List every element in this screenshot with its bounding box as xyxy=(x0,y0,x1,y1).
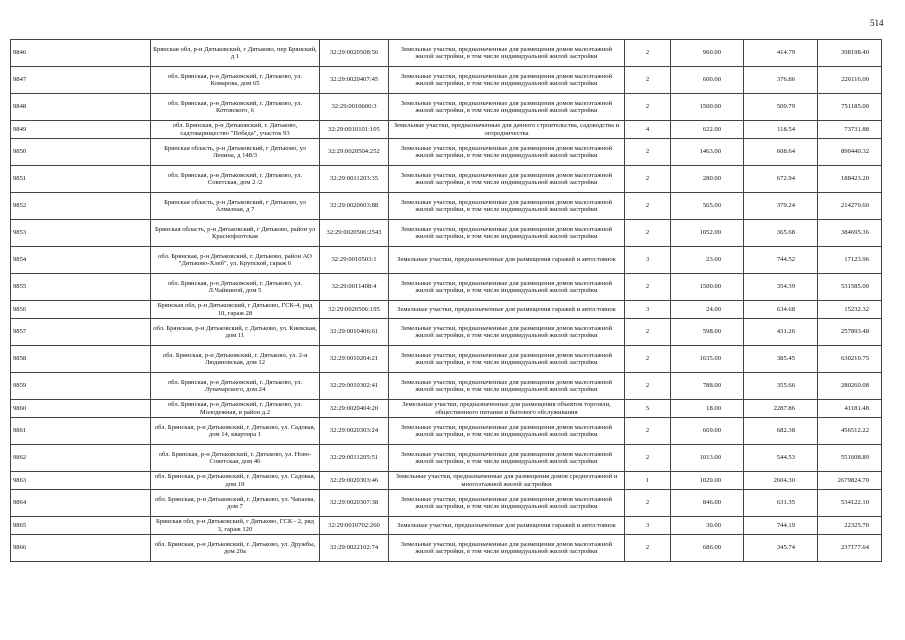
area-cell: 1463.00 xyxy=(671,139,744,166)
table-row xyxy=(11,40,882,67)
row-number-cell: 9865 xyxy=(11,517,151,535)
specific-value-cell: 631.35 xyxy=(744,490,818,517)
specific-value-cell: 634.68 xyxy=(744,301,818,319)
area-cell: 1500.00 xyxy=(671,274,744,301)
land-use-cell: Земельные участки, предназначенные для размещения домов малоэтажной жилой застройки, в том числе индивидуальной жилой застройки xyxy=(389,67,625,94)
group-cell: 2 xyxy=(625,274,671,301)
cadastral-value-cell: 214270.60 xyxy=(818,193,882,220)
area-cell: 280.00 xyxy=(671,166,744,193)
cadastral-number-cell: 32:29:0010702:260 xyxy=(320,517,389,535)
specific-value-cell: 608.64 xyxy=(744,139,818,166)
group-cell: 4 xyxy=(625,121,671,139)
table-row xyxy=(11,247,882,274)
group-cell: 2 xyxy=(625,193,671,220)
cadastral-value-cell: 551608.89 xyxy=(818,445,882,472)
group-cell: 2 xyxy=(625,346,671,373)
cadastral-value-cell: 2679824.70 xyxy=(818,472,882,490)
group-cell: 2 xyxy=(625,166,671,193)
cadastral-value-cell: 280260.08 xyxy=(818,373,882,400)
cadastral-number-cell: 32:29:0011205:51 xyxy=(320,445,389,472)
cadastral-number-cell: 32:29:0010302:41 xyxy=(320,373,389,400)
area-cell: 598.00 xyxy=(671,319,744,346)
row-number-cell: 9849 xyxy=(11,121,151,139)
land-use-cell: Земельные участки, предназначенные для размещения домов среднеэтажной и многоэтажной жилой застройки xyxy=(389,472,625,490)
group-cell: 3 xyxy=(625,517,671,535)
row-number-cell: 9861 xyxy=(11,418,151,445)
area-cell: 1500.00 xyxy=(671,94,744,121)
land-use-cell: Земельные участки, предназначенные для размещения объектов торговли, общественного питания и бытового обслуживания xyxy=(389,400,625,418)
land-use-cell: Земельные участки, предназначенные для размещения домов малоэтажной жилой застройки, в том числе индивидуальной жилой застройки xyxy=(389,94,625,121)
group-cell: 2 xyxy=(625,445,671,472)
cadastral-value-table xyxy=(10,39,882,562)
land-use-cell: Земельные участки, предназначенные для дачного строительства, садоводства и огородничества xyxy=(389,121,625,139)
area-cell: 622.00 xyxy=(671,121,744,139)
specific-value-cell: 500.79 xyxy=(744,94,818,121)
cadastral-value-cell: 751185.00 xyxy=(818,94,882,121)
address-cell: Брянская область, р-н Дятьковский, г Дятьково, ул Ленина, д 148/3 xyxy=(151,139,320,166)
cadastral-value-cell: 534122.10 xyxy=(818,490,882,517)
area-cell: 1052.00 xyxy=(671,220,744,247)
specific-value-cell: 2604.30 xyxy=(744,472,818,490)
group-cell: 2 xyxy=(625,535,671,562)
address-cell: обл. Брянская, р-н Дятьковский, г. Дятьково, ул. Молодежная, в район д.2 xyxy=(151,400,320,418)
address-cell: обл. Брянская, р-н Дятьковский, г. Дятьково, садтоварищество "Победа", участок 93 xyxy=(151,121,320,139)
land-use-cell: Земельные участки, предназначенные для размещения домов малоэтажной жилой застройки, в том числе индивидуальной жилой застройки xyxy=(389,346,625,373)
row-number-cell: 9848 xyxy=(11,94,151,121)
specific-value-cell: 355.66 xyxy=(744,373,818,400)
specific-value-cell: 365.68 xyxy=(744,220,818,247)
table-row xyxy=(11,346,882,373)
table-row xyxy=(11,121,882,139)
table-row xyxy=(11,517,882,535)
address-cell: обл. Брянская, р-н Дятьковский, г. Дятьково, район АО "Дятьково-Хлеб", ул. Крупской, гараж 6 xyxy=(151,247,320,274)
land-use-cell: Земельные участки, предназначенные для размещения домов малоэтажной жилой застройки, в том числе индивидуальной жилой застройки xyxy=(389,418,625,445)
address-cell: Брянская область, р-н Дятьковский, г Дятьково, ул Алмазная, д 7 xyxy=(151,193,320,220)
address-cell: Брянская обл, р-н Дятьковский, г Дятьково, ГСК-4, ряд 10, гараж 28 xyxy=(151,301,320,319)
cadastral-number-cell: 32:29:0010606:3 xyxy=(320,94,389,121)
specific-value-cell: 118.54 xyxy=(744,121,818,139)
address-cell: обл. Брянская, р-н Дятьковский, г. Дятьково, ул. Садовая, дом 14, квартира 1 xyxy=(151,418,320,445)
cadastral-value-cell: 237177.64 xyxy=(818,535,882,562)
table-row xyxy=(11,139,882,166)
specific-value-cell: 544.53 xyxy=(744,445,818,472)
area-cell: 686.00 xyxy=(671,535,744,562)
cadastral-number-cell: 32:29:0020504:252 xyxy=(320,139,389,166)
row-number-cell: 9856 xyxy=(11,301,151,319)
specific-value-cell: 414.79 xyxy=(744,40,818,67)
table-row xyxy=(11,418,882,445)
group-cell: 1 xyxy=(625,472,671,490)
land-use-cell: Земельные участки, предназначенные для размещения домов малоэтажной жилой застройки, в том числе индивидуальной жилой застройки xyxy=(389,445,625,472)
table-row xyxy=(11,319,882,346)
cadastral-value-cell: 73731.88 xyxy=(818,121,882,139)
row-number-cell: 9850 xyxy=(11,139,151,166)
table-row xyxy=(11,472,882,490)
row-number-cell: 9847 xyxy=(11,67,151,94)
group-cell: 2 xyxy=(625,319,671,346)
cadastral-value-cell: 630210.75 xyxy=(818,346,882,373)
cadastral-number-cell: 32:29:0011408:4 xyxy=(320,274,389,301)
cadastral-value-cell: 456512.22 xyxy=(818,418,882,445)
address-cell: обл. Брянская, р-н Дятьковский, г. Дятьково, ул. Ново-Советская, дом 46 xyxy=(151,445,320,472)
cadastral-number-cell: 32:29:0010503:1 xyxy=(320,247,389,274)
cadastral-value-cell: 531585.00 xyxy=(818,274,882,301)
group-cell: 2 xyxy=(625,490,671,517)
land-use-cell: Земельные участки, предназначенные для размещения домов малоэтажной жилой застройки, в том числе индивидуальной жилой застройки xyxy=(389,220,625,247)
area-cell: 1029.00 xyxy=(671,472,744,490)
specific-value-cell: 345.74 xyxy=(744,535,818,562)
area-cell: 788.00 xyxy=(671,373,744,400)
area-cell: 565.00 xyxy=(671,193,744,220)
cadastral-value-cell: 398198.40 xyxy=(818,40,882,67)
cadastral-number-cell: 32:29:0011203:35 xyxy=(320,166,389,193)
group-cell: 2 xyxy=(625,94,671,121)
group-cell: 2 xyxy=(625,418,671,445)
cadastral-value-cell: 41181.48 xyxy=(818,400,882,418)
table-row xyxy=(11,274,882,301)
row-number-cell: 9857 xyxy=(11,319,151,346)
specific-value-cell: 672.94 xyxy=(744,166,818,193)
cadastral-value-cell: 226116.00 xyxy=(818,67,882,94)
address-cell: обл. Брянская, р-н Дятьковский, г. Дятьково, ул. Комарова, дом 65 xyxy=(151,67,320,94)
land-use-cell: Земельные участки, предназначенные для размещения домов малоэтажной жилой застройки, в том числе индивидуальной жилой застройки xyxy=(389,373,625,400)
cadastral-number-cell: 32:29:0020404:20 xyxy=(320,400,389,418)
row-number-cell: 9858 xyxy=(11,346,151,373)
cadastral-number-cell: 32:29:0010101:105 xyxy=(320,121,389,139)
area-cell: 30.00 xyxy=(671,517,744,535)
cadastral-value-cell: 17123.96 xyxy=(818,247,882,274)
row-number-cell: 9846 xyxy=(11,40,151,67)
group-cell: 3 xyxy=(625,247,671,274)
cadastral-value-cell: 890440.32 xyxy=(818,139,882,166)
land-use-cell: Земельные участки, предназначенные для размещения домов малоэтажной жилой застройки, в том числе индивидуальной жилой застройки xyxy=(389,319,625,346)
land-use-cell: Земельные участки, предназначенные для размещения домов малоэтажной жилой застройки, в том числе индивидуальной жилой застройки xyxy=(389,490,625,517)
land-use-cell: Земельные участки, предназначенные для размещения домов малоэтажной жилой застройки, в том числе индивидуальной жилой застройки xyxy=(389,166,625,193)
row-number-cell: 9852 xyxy=(11,193,151,220)
address-cell: обл. Брянская, р-н Дятьковский, г. Дятьково, ул. Советская, дом 2 /2 xyxy=(151,166,320,193)
group-cell: 2 xyxy=(625,373,671,400)
address-cell: обл. Брянская, р-н Дятьковский, г. Дятьково, ул. Дружбы, дом 20а xyxy=(151,535,320,562)
address-cell: обл. Брянская, р-н Дятьковский, г. Дятьково, ул. Котовского, 6 xyxy=(151,94,320,121)
table-row xyxy=(11,94,882,121)
address-cell: обл. Брянская, р-н Дятьковский, г. Дятьково, ул. Садовая, дом 19 xyxy=(151,472,320,490)
table-row xyxy=(11,490,882,517)
land-use-cell: Земельные участки, предназначенные для размещения домов малоэтажной жилой застройки, в том числе индивидуальной жилой застройки xyxy=(389,40,625,67)
cadastral-number-cell: 32:29:0020508:56 xyxy=(320,40,389,67)
group-cell: 3 xyxy=(625,301,671,319)
area-cell: 1635.00 xyxy=(671,346,744,373)
cadastral-number-cell: 32:29:0020506:2543 xyxy=(320,220,389,247)
land-use-cell: Земельные участки, предназначенные для размещения гаражей и автостоянок xyxy=(389,247,625,274)
area-cell: 1013.00 xyxy=(671,445,744,472)
row-number-cell: 9864 xyxy=(11,490,151,517)
row-number-cell: 9863 xyxy=(11,472,151,490)
land-use-cell: Земельные участки, предназначенные для размещения домов малоэтажной жилой застройки, в том числе индивидуальной жилой застройки xyxy=(389,193,625,220)
table-row xyxy=(11,301,882,319)
table-row xyxy=(11,373,882,400)
row-number-cell: 9855 xyxy=(11,274,151,301)
area-cell: 18.00 xyxy=(671,400,744,418)
cadastral-value-cell: 15232.32 xyxy=(818,301,882,319)
row-number-cell: 9854 xyxy=(11,247,151,274)
land-use-cell: Земельные участки, предназначенные для размещения гаражей и автостоянок xyxy=(389,517,625,535)
table-row xyxy=(11,220,882,247)
land-use-cell: Земельные участки, предназначенные для размещения домов малоэтажной жилой застройки, в том числе индивидуальной жилой застройки xyxy=(389,535,625,562)
group-cell: 2 xyxy=(625,220,671,247)
specific-value-cell: 744.19 xyxy=(744,517,818,535)
row-number-cell: 9859 xyxy=(11,373,151,400)
group-cell: 2 xyxy=(625,40,671,67)
cadastral-number-cell: 32:29:0020603:88 xyxy=(320,193,389,220)
area-cell: 24.00 xyxy=(671,301,744,319)
cadastral-value-cell: 257893.48 xyxy=(818,319,882,346)
cadastral-number-cell: 32:29:0010406:61 xyxy=(320,319,389,346)
table-row xyxy=(11,166,882,193)
cadastral-value-cell: 384695.36 xyxy=(818,220,882,247)
specific-value-cell: 682.38 xyxy=(744,418,818,445)
table-row xyxy=(11,193,882,220)
land-use-cell: Земельные участки, предназначенные для размещения гаражей и автостоянок xyxy=(389,301,625,319)
area-cell: 846.00 xyxy=(671,490,744,517)
row-number-cell: 9853 xyxy=(11,220,151,247)
specific-value-cell: 385.45 xyxy=(744,346,818,373)
specific-value-cell: 376.86 xyxy=(744,67,818,94)
cadastral-number-cell: 32:29:0020307:38 xyxy=(320,490,389,517)
table-body xyxy=(11,40,882,562)
area-cell: 23.00 xyxy=(671,247,744,274)
specific-value-cell: 354.39 xyxy=(744,274,818,301)
cadastral-value-cell: 188423.20 xyxy=(818,166,882,193)
area-cell: 960.00 xyxy=(671,40,744,67)
table-row xyxy=(11,400,882,418)
address-cell: Брянская область, р-н Дятьковский, г Дятьково, район ул Краснофлотская xyxy=(151,220,320,247)
table-row xyxy=(11,67,882,94)
row-number-cell: 9860 xyxy=(11,400,151,418)
address-cell: обл. Брянская, р-н Дятьковский, г. Дятьково, ул. Киевская, дом 11 xyxy=(151,319,320,346)
land-use-cell: Земельные участки, предназначенные для размещения домов малоэтажной жилой застройки, в том числе индивидуальной жилой застройки xyxy=(389,274,625,301)
row-number-cell: 9851 xyxy=(11,166,151,193)
address-cell: обл. Брянская, р-н Дятьковский, г. Дятьково, ул. 2-я Людиновская, дом 12 xyxy=(151,346,320,373)
page-number: 514 xyxy=(870,18,884,28)
land-use-cell: Земельные участки, предназначенные для размещения домов малоэтажной жилой застройки, в том числе индивидуальной жилой застройки xyxy=(389,139,625,166)
cadastral-number-cell: 32:29:0020407:45 xyxy=(320,67,389,94)
address-cell: обл. Брянская, р-н Дятьковский, г. Дятьково, ул. Л.Чайкиной, дом 5 xyxy=(151,274,320,301)
cadastral-value-cell: 22325.70 xyxy=(818,517,882,535)
cadastral-number-cell: 32:29:0020506:195 xyxy=(320,301,389,319)
table-row xyxy=(11,535,882,562)
table-row xyxy=(11,445,882,472)
group-cell: 2 xyxy=(625,139,671,166)
area-cell: 600.00 xyxy=(671,67,744,94)
specific-value-cell: 379.24 xyxy=(744,193,818,220)
row-number-cell: 9866 xyxy=(11,535,151,562)
specific-value-cell: 744.52 xyxy=(744,247,818,274)
cadastral-number-cell: 32:29:0020303:24 xyxy=(320,418,389,445)
group-cell: 2 xyxy=(625,67,671,94)
cadastral-number-cell: 32:29:0020303:46 xyxy=(320,472,389,490)
area-cell: 669.00 xyxy=(671,418,744,445)
specific-value-cell: 431.26 xyxy=(744,319,818,346)
group-cell: 5 xyxy=(625,400,671,418)
specific-value-cell: 2287.86 xyxy=(744,400,818,418)
cadastral-number-cell: 32:29:0022102:74 xyxy=(320,535,389,562)
cadastral-number-cell: 32:29:0010204:21 xyxy=(320,346,389,373)
address-cell: Брянская обл, р-н Дятьковский, г Дятьково, пер Брянский, д 1 xyxy=(151,40,320,67)
address-cell: обл. Брянская, р-н Дятьковский, г. Дятьково, ул. Луначарского, дом 24 xyxy=(151,373,320,400)
address-cell: Брянская обл, р-н Дятьковский, г Дятьково, ГСК - 2, ряд 3, гараж 120 xyxy=(151,517,320,535)
row-number-cell: 9862 xyxy=(11,445,151,472)
address-cell: обл. Брянская, р-н Дятьковский, г. Дятьково, ул. Чапаева, дом 7 xyxy=(151,490,320,517)
